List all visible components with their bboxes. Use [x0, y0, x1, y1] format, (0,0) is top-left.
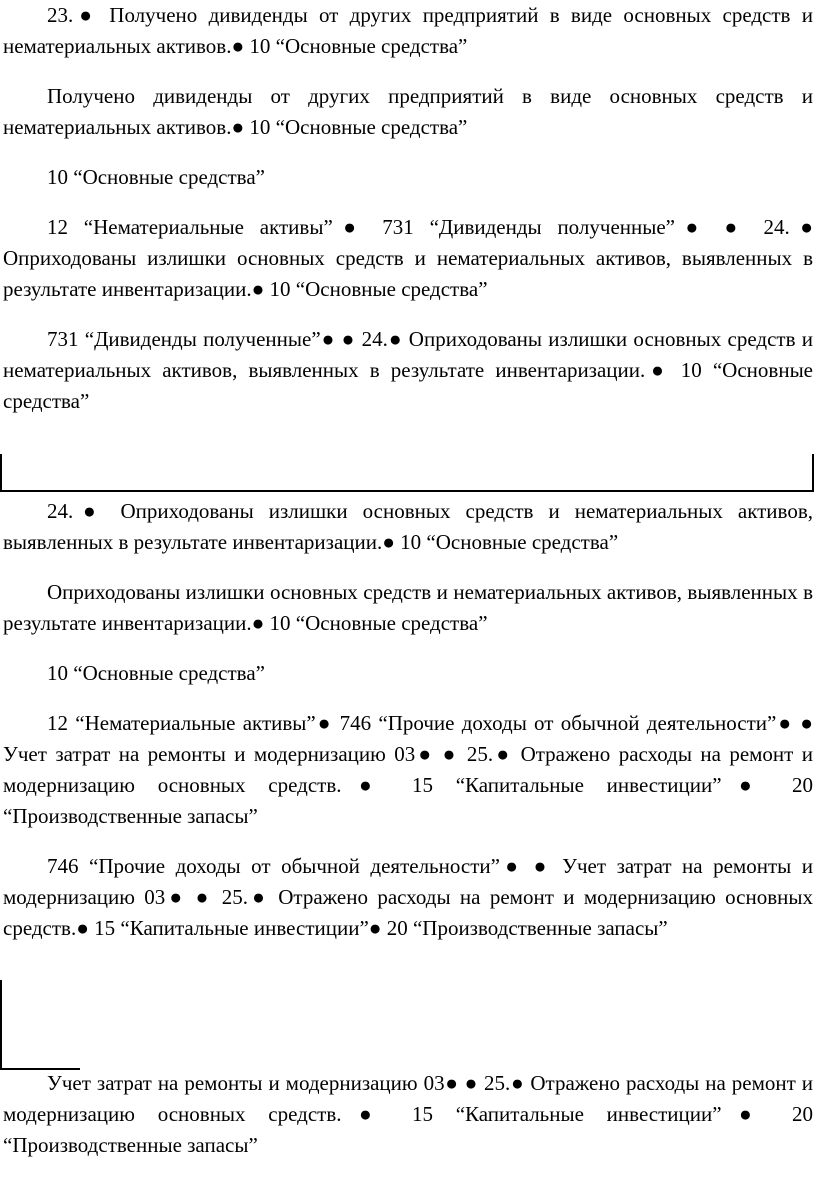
paragraph-account-731: 731 “Дивиденды полученные”● ● 24.● Оприходованы излишки основных средств и нематериальных активов, выявленных в результате инвентаризации.● 10 “Основные средства”: [3, 327, 813, 413]
paragraph-repair-costs: Учет затрат на ремонты и модернизацию 03● ● 25.● Отражено расходы на ремонт и модернизацию основных средств.● 15 “Капитальные инвестиции”● 20 “Производственные запасы”: [3, 1071, 813, 1157]
section-1: [3, 0, 813, 417]
paragraph-account-12: 12 “Нематериальные активы”● 731 “Дивиденды полученные”● ● 24.● Оприходованы излишки основных средств и нематериальных активов, выявленных в результате инвентаризации.● 10 “Основные средства”: [3, 215, 813, 301]
section-2: [3, 496, 813, 944]
paragraph-surplus-24: 24.● Оприходованы излишки основных средств и нематериальных активов, выявленных в результате инвентаризации.● 10 “Основные средства”: [3, 499, 813, 554]
table-frame-2: [0, 980, 80, 1070]
paragraph-dividends-23: 23.● Получено дивиденды от других предприятий в виде основных средств и нематериальных активов.● 10 “Основные средства”: [3, 3, 813, 58]
paragraph-dividends-text: Получено дивиденды от других предприятий в виде основных средств и нематериальных активов.● 10 “Основные средства”: [3, 84, 813, 139]
section-3: [3, 1068, 813, 1161]
paragraph-surplus-text: Оприходованы излишки основных средств и нематериальных активов, выявленных в результате инвентаризации.● 10 “Основные средства”: [3, 580, 813, 635]
paragraph-account-746: 746 “Прочие доходы от обычной деятельности”● ● Учет затрат на ремонты и модернизацию 03● ● 25.● Отражено расходы на ремонт и модернизацию основных средств.● 15 “Капитальные инвестиции”● 20 “Производственные запасы”: [3, 854, 813, 940]
table-frame-1: [0, 454, 814, 492]
paragraph-account-10: 10 “Основные средства”: [47, 165, 265, 189]
paragraph-account-10-b: 10 “Основные средства”: [47, 661, 265, 685]
paragraph-account-12-b: 12 “Нематериальные активы”● 746 “Прочие доходы от обычной деятельности”● ● Учет затрат на ремонты и модернизацию 03● ● 25.● Отражено расходы на ремонт и модернизацию основных средств.● 15 “Капитальные инвестиции”● 20 “Производственные запасы”: [3, 711, 813, 828]
